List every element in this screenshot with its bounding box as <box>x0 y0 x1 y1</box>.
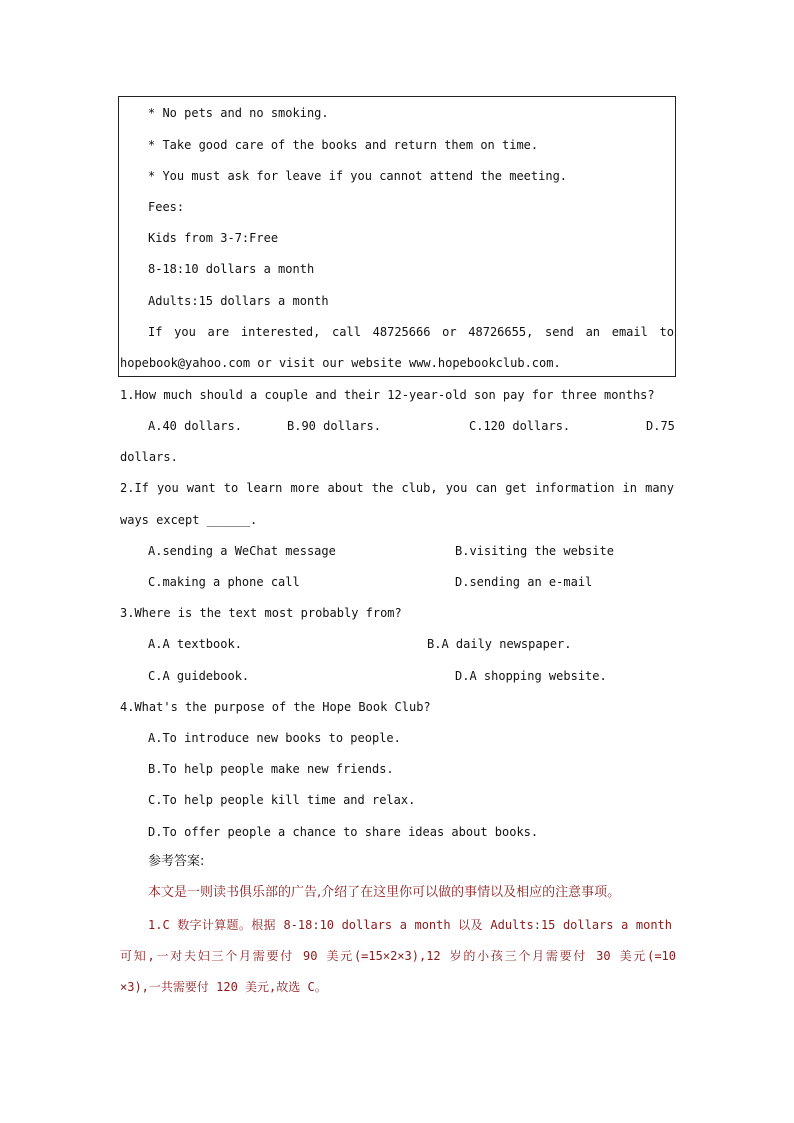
fee-kids: Kids from 3-7:Free <box>148 231 279 245</box>
q2-option-d: D.sending an e-mail <box>455 575 593 589</box>
q1-option-d: D.75 <box>646 419 675 433</box>
q2-option-c: C.making a phone call <box>148 575 300 589</box>
question-4-stem: 4.What's the purpose of the Hope Book Club? <box>120 700 431 714</box>
q3-option-d: D.A shopping website. <box>455 669 607 683</box>
answer-summary: 本文是一则读书俱乐部的广告,介绍了在这里你可以做的事情以及相应的注意事项。 <box>148 885 621 900</box>
question-2-stem-line-2: ways except ______. <box>120 513 258 527</box>
fee-adults: Adults:15 dollars a month <box>148 294 329 308</box>
rule-no-pets: * No pets and no smoking. <box>148 106 329 120</box>
answer-explanation-line-2: 可知,一对夫妇三个月需要付 90 美元(=15×2×3),12 岁的小孩三个月需要付 30 美元(=10 <box>120 949 676 963</box>
q1-option-c: C.120 dollars. <box>469 419 571 433</box>
q1-option-d-wrap: dollars. <box>120 450 178 464</box>
q1-option-b: B.90 dollars. <box>287 419 381 433</box>
q3-option-a: A.A textbook. <box>148 637 242 651</box>
q4-option-a: A.To introduce new books to people. <box>148 731 401 745</box>
fee-teens: 8-18:10 dollars a month <box>148 262 315 276</box>
contact-line-2: hopebook@yahoo.com or visit our website www.hopebookclub.com. <box>120 356 561 370</box>
rule-leave: * You must ask for leave if you cannot attend the meeting. <box>148 169 568 183</box>
question-1-stem: 1.How much should a couple and their 12-year-old son pay for three months? <box>120 388 655 402</box>
q2-option-b: B.visiting the website <box>455 544 614 558</box>
q4-option-b: B.To help people make new friends. <box>148 762 394 776</box>
q3-option-c: C.A guidebook. <box>148 669 250 683</box>
fees-heading: Fees: <box>148 200 185 214</box>
answer-heading: 参考答案: <box>148 854 205 869</box>
q4-option-c: C.To help people kill time and relax. <box>148 793 416 807</box>
answer-explanation-line-3: ×3),一共需要付 120 美元,故选 C。 <box>120 980 327 994</box>
question-3-stem: 3.Where is the text most probably from? <box>120 606 402 620</box>
answer-explanation-line-1: 1.C 数字计算题。根据 8-18:10 dollars a month 以及 Adults:15 dollars a month <box>148 918 672 932</box>
q3-option-b: B.A daily newspaper. <box>427 637 572 651</box>
contact-line-1: If you are interested, call 48725666 or 48726655, send an email to <box>148 325 674 339</box>
q4-option-d: D.To offer people a chance to share ideas about books. <box>148 825 539 839</box>
rule-book-care: * Take good care of the books and return them on time. <box>148 138 539 152</box>
q1-option-a: A.40 dollars. <box>148 419 242 433</box>
q2-option-a: A.sending a WeChat message <box>148 544 336 558</box>
question-2-stem-line-1: 2.If you want to learn more about the club, you can get information in many <box>120 481 674 495</box>
